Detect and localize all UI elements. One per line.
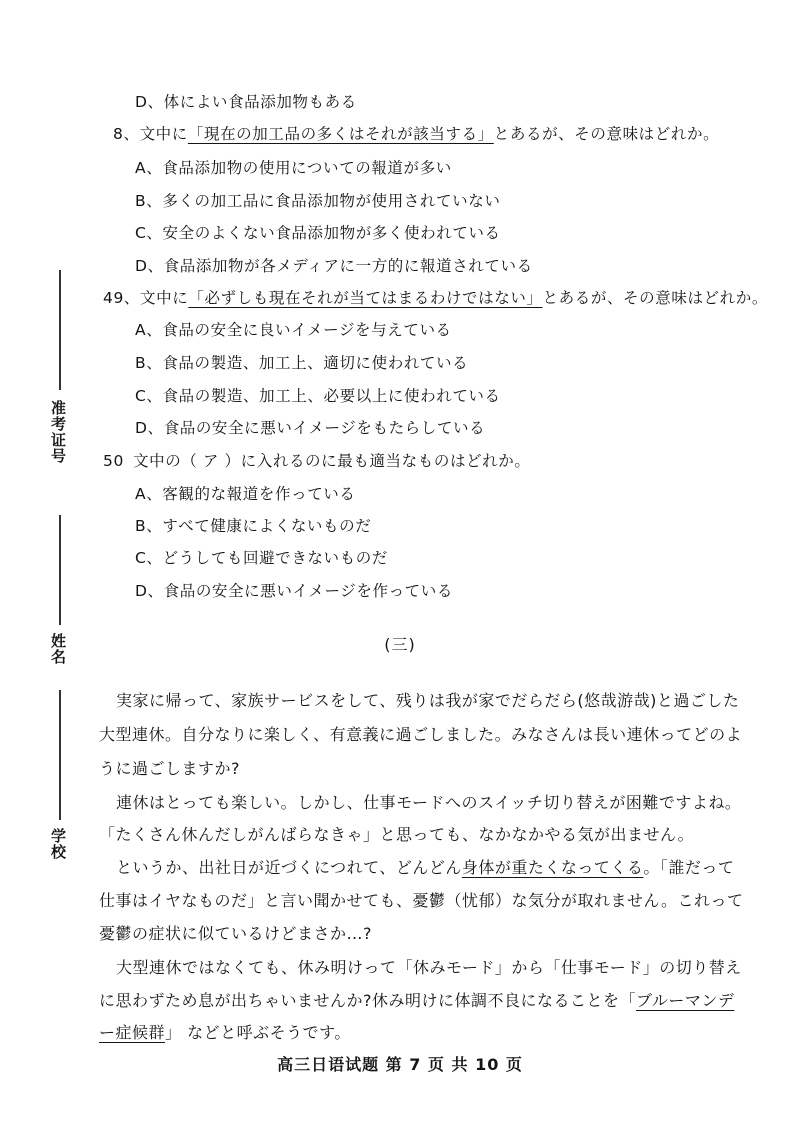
q49-before: 文中に	[140, 289, 189, 307]
passage-line-9: 大型連休ではなくても、休み明けって「休みモード」から「仕事モード」の切り替え	[116, 958, 742, 977]
q49-after: とあるが、その意味はどれか。	[542, 289, 768, 307]
section-title: (三)	[384, 635, 416, 654]
passage-line-6-a: というか、出社日が近づくにつれて、どんどん	[116, 858, 462, 877]
q48-after: とあるが、その意味はどれか。	[493, 125, 720, 143]
passage-line-11	[99, 1020, 351, 1043]
school-field	[45, 690, 75, 860]
passage-line-6-b: 。「誰だって	[643, 858, 735, 877]
q49-stem	[103, 286, 768, 308]
passage-line-10-a: に思わずため息が出ちゃいませんか?休み明けに体調不良になることを「	[99, 991, 636, 1010]
passage-line-10	[99, 988, 734, 1011]
q49-option-d: D、食品の安全に悪いイメージをもたらしている	[135, 419, 486, 437]
page-footer: 高三日语试题 第 7 页 共 10 页	[277, 1055, 523, 1074]
q48-option-d: D、食品添加物が各メディアに一方的に報道されている	[135, 257, 533, 275]
q50-option-c: C、どうしても回避できないものだ	[135, 549, 388, 567]
name-label: 姓名	[49, 633, 67, 665]
q48-option-b: B、多くの加工品に食品添加物が使用されていない	[135, 192, 501, 210]
q50-text: 文中の（ ア ）に入れるのに最も適当なものはどれか。	[133, 452, 531, 470]
q48-quote: 「現在の加工品の多くはそれが該当する」	[187, 125, 494, 143]
passage-underline-blue-monday-2: ー症候群	[99, 1023, 166, 1042]
q50-option-a: A、客観的な報道を作っている	[135, 485, 356, 503]
passage-underline-blue-monday-1: ブルーマンデ	[636, 991, 735, 1010]
q50-option-b: B、すべて健康によくないものだ	[135, 517, 372, 535]
q48-number: 8、	[113, 125, 140, 143]
q49-option-b: B、食品の製造、加工上、適切に使われている	[135, 354, 469, 372]
q49-quote: 「必ずしも現在それが当てはまるわけではない」	[188, 289, 543, 307]
passage-line-7: 仕事はイヤなものだ」と言い聞かせても、憂鬱（忧郁）な気分が取れません。これって	[99, 891, 744, 910]
q48-option-c: C、安全のよくない食品添加物が多く使われている	[135, 224, 501, 242]
passage-line-6	[116, 855, 734, 878]
q49-option-c: C、食品の製造、加工上、必要以上に使われている	[135, 387, 501, 405]
passage-line-5: 「たくさん休んだしがんばらなきゃ」と思っても、なかなかやる気が出ません。	[99, 825, 694, 844]
q50-stem	[103, 449, 530, 471]
passage-line-2: 大型連休。自分なりに楽しく、有意義に過ごしました。みなさんは長い連休ってどのよ	[99, 725, 743, 744]
passage-underline-body-heavy: 身体が重たくなってくる	[461, 858, 644, 877]
q47-option-d: D、体によい食品添加物もある	[135, 93, 357, 111]
q50-option-d: D、食品の安全に悪いイメージを作っている	[135, 582, 453, 600]
exam-id-label: 准考证号	[49, 400, 67, 464]
passage-line-3: うに過ごしますか?	[99, 759, 240, 778]
q48-before: 文中に	[139, 125, 188, 143]
school-line	[59, 690, 61, 820]
name-line	[59, 515, 61, 625]
q49-option-a: A、食品の安全に良いイメージを与えている	[135, 321, 452, 339]
passage-line-11-b: 」 などと呼ぶそうです。	[165, 1023, 351, 1042]
q48-option-a: A、食品添加物の使用についての報道が多い	[135, 159, 452, 177]
passage-line-1: 実家に帰って、家族サービスをして、残りは我が家でだらだら(悠哉游哉)と過ごした	[116, 691, 740, 710]
passage-line-8: 憂鬱の症状に似ているけどまさか…?	[99, 924, 372, 943]
q48-stem	[113, 122, 719, 144]
school-label: 学校	[49, 828, 67, 860]
exam-id-field	[45, 270, 75, 480]
q49-number: 49、	[103, 289, 141, 307]
q50-number: 50	[103, 452, 124, 470]
exam-id-line	[59, 270, 61, 390]
passage-line-4: 連休はとっても楽しい。しかし、仕事モードへのスイッチ切り替えが困難ですよね。	[116, 793, 742, 812]
